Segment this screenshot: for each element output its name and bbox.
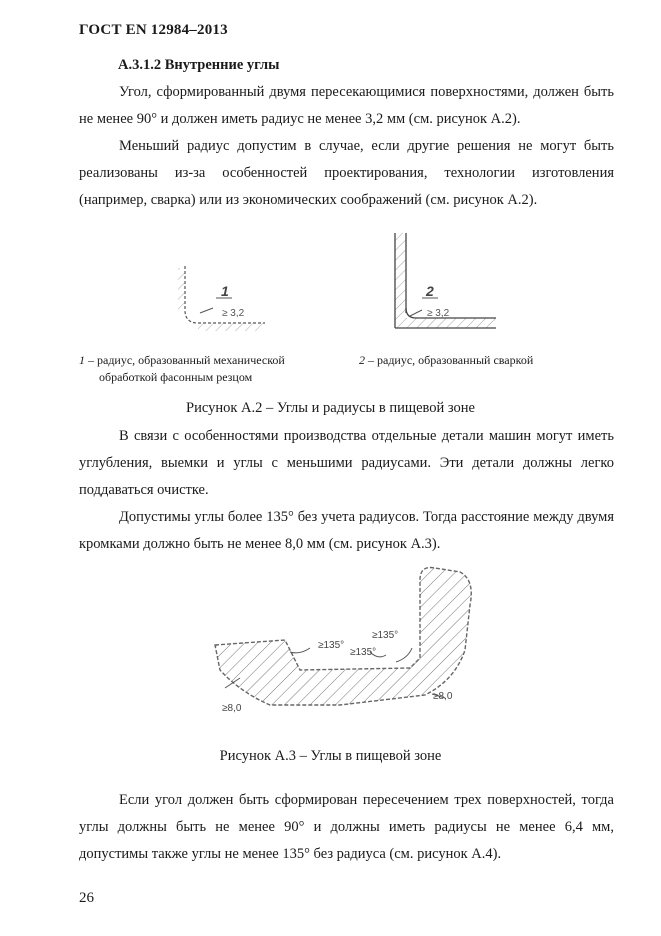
figure-a2-machined-corner xyxy=(178,266,265,331)
figure-a2-radius-label-2: ≥ 3,2 xyxy=(427,308,450,319)
figure-a2-drawing xyxy=(150,228,520,338)
figure-a2-item2-label: 2 xyxy=(426,283,434,299)
figure-a3-angle-label-1: ≥135° xyxy=(318,640,345,651)
figure-a3-part-section xyxy=(215,568,471,706)
figure-a2-welded-corner xyxy=(395,233,496,328)
legend-2-text: – радиус, образованный сваркой xyxy=(368,353,534,367)
figure-a3-drawing xyxy=(200,560,490,725)
figure-a3-angle-label-3: ≥135° xyxy=(350,647,377,658)
figure-a3-distance-label-1: ≥8,0 xyxy=(222,703,242,714)
figure-a3-angle-label-2: ≥135° xyxy=(372,630,399,641)
legend-1-text: – радиус, образованный механической xyxy=(88,353,285,367)
page-number: 26 xyxy=(79,890,94,906)
paragraph-2: Меньший радиус допустим в случае, если другие решения не могут быть реализованы из-за особенностей проектирования, технологии изготовления (например, сварка) или из экономических соображений (см. рисунок А.2). xyxy=(79,138,614,208)
legend-1-number: 1 xyxy=(79,353,85,367)
paragraph-5: Если угол должен быть сформирован пересечением трех поверхностей, тогда углы должны быть не менее 90° и должны иметь радиусы не менее 6,4 мм, допустимы также углы не менее 135° без радиуса (см. рисунок А.4). xyxy=(79,792,614,862)
paragraph-1: Угол, сформированный двумя пересекающимися поверхностями, должен быть не менее 90° и должен иметь радиус не менее 3,2 мм (см. рисунок А.2). xyxy=(79,84,614,127)
figure-a2-legend-1-cont: обработкой фасонным резцом xyxy=(99,370,253,384)
section-title: А.3.1.2 Внутренние углы xyxy=(118,57,280,73)
figure-a2-radius-label-1: ≥ 3,2 xyxy=(222,308,245,319)
figure-a2-legend-2 xyxy=(359,352,533,369)
figure-a2-item1-label: 1 xyxy=(221,283,229,299)
figure-a2-caption: Рисунок А.2 – Углы и радиусы в пищевой зоне xyxy=(186,400,475,416)
figure-a3-distance-label-2: ≥8,0 xyxy=(433,691,453,702)
paragraph-4: Допустимы углы более 135° без учета радиусов. Тогда расстояние между двумя кромками должно быть не менее 8,0 мм (см. рисунок А.3). xyxy=(79,509,614,552)
legend-2-number: 2 xyxy=(359,353,365,367)
figure-a3-caption: Рисунок А.3 – Углы в пищевой зоне xyxy=(219,748,442,764)
paragraph-3: В связи с особенностями производства отдельные детали машин могут иметь углубления, выемки и углы с меньшими радиусами. Эти детали должны легко поддаваться очистке. xyxy=(79,428,614,498)
figure-a2-legend-1 xyxy=(79,352,285,369)
document-header: ГОСТ EN 12984–2013 xyxy=(79,22,228,38)
